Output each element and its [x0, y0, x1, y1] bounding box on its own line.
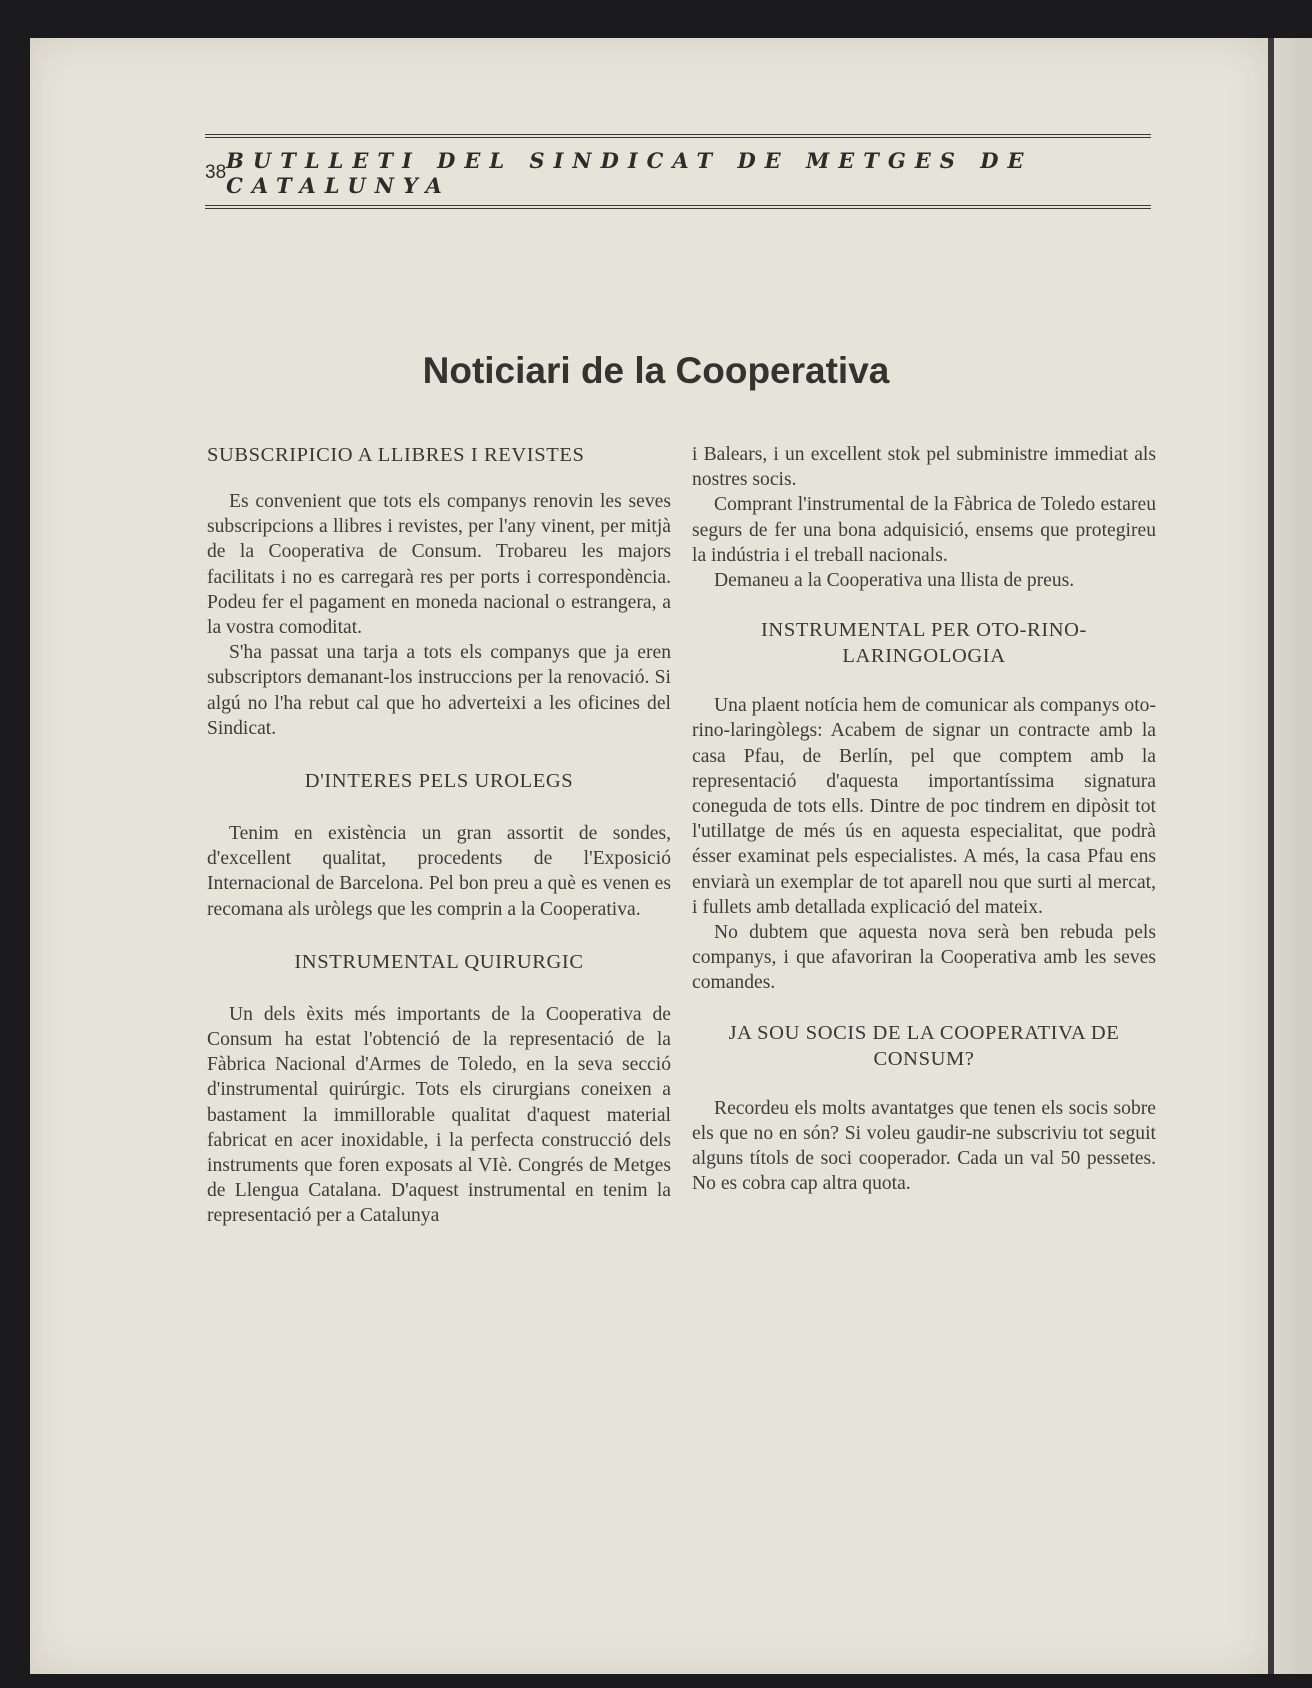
page-number: 38 — [205, 162, 227, 183]
paragraph: Una plaent notícia hem de comunicar als companys oto-rino-laringòlegs: Acabem de signar un contracte amb la casa Pfau, de Berlín, pel que comptem amb la representació d'aquesta importantíssima signatura coneguda de tots ells. Dintre de poc tindrem en dipòsit tot l'utillatge de més ús en aquesta especialitat, que podrà ésser examinat pels especialistes. A més, la casa Pfau ens enviarà un exemplar de tot aparell nou que surti al mercat, i fullets amb detallada explicació del mateix. — [692, 695, 1156, 918]
paragraph: Demaneu a la Cooperativa una llista de preus. — [714, 570, 1075, 592]
left-column — [207, 442, 671, 1229]
next-page-edge — [1268, 38, 1312, 1674]
paragraph: Recordeu els molts avantatges que tenen els socis sobre els que no en són? Si voleu gaudir-ne subscriviu tot seguit alguns títols de soci cooperador. Cada un val 50 pessetes. No es cobra cap altra quota. — [692, 1097, 1156, 1195]
article-title: Noticiari de la Cooperativa — [422, 350, 890, 391]
section-heading: JA SOU SOCIS DE LA COOPERATIVA DE CONSUM? — [728, 1021, 1120, 1070]
header-bottom-rule — [205, 205, 1151, 211]
header-line — [205, 140, 1151, 205]
paragraph: Un dels èxits més importants de la Cooperativa de Consum ha estat l'obtenció de la representació de la Fàbrica Nacional d'Armes de Toledo, en la seva secció d'instrumental quirúrgic. Tots els cirurgians coneixen a bastament la immillorable qualitat d'aquest material fabricat en acer inoxidable, i la perfecta construcció dels instruments que foren exposats al VIè. Congrés de Metges de Llengua Catalana. D'aquest instrumental en tenim la representació per a Catalunya — [207, 1003, 671, 1227]
section-heading: INSTRUMENTAL QUIRURGIC — [294, 950, 584, 973]
paragraph: i Balears, i un excellent stok pel subministre immediat als nostres socis. — [692, 444, 1156, 491]
running-title: BUTLLETI DEL SINDICAT DE METGES DE CATALUNYA — [226, 148, 1033, 198]
section-heading: INSTRUMENTAL PER OTO-RINO-LARINGOLOGIA — [760, 619, 1087, 668]
paragraph: S'ha passat una tarja a tots els companys que ja eren subscriptors demanant-los instruccions per la renovació. Si algú no l'ha rebut cal que ho adverteixi a les oficines del Sindicat. — [207, 642, 671, 739]
paragraph: No dubtem que aquesta nova serà ben rebuda pels companys, i que afavoriran la Cooperativa amb les seves comandes. — [692, 922, 1156, 994]
paragraph: Es convenient que tots els companys renovin les seves subscripcions a llibres i revistes, per l'any vinent, per mitjà de la Cooperativa de Consum. Trobareu les majors facilitats i no es carregarà res per ports i correspondència. Podeu fer el pagament en moneda nacional o estrangera, a la vostra comoditat. — [207, 491, 671, 639]
section-heading: SUBSCRIPICIO A LLIBRES I REVISTES — [207, 444, 585, 466]
right-column — [692, 442, 1156, 1196]
section-heading: D'INTERES PELS UROLEGS — [304, 770, 574, 793]
paragraph: Tenim en existència un gran assortit de sondes, d'excellent qualitat, procedents de l'Exposició Internacional de Barcelona. Pel bon preu a què es venen es recomana als uròlegs que les comprin a la Cooperativa. — [207, 823, 671, 920]
running-header — [205, 134, 1151, 211]
paragraph: Comprant l'instrumental de la Fàbrica de Toledo estareu segurs de fer una bona adquisició, ensems que protegireu la indústria i el treball nacionals. — [692, 494, 1156, 566]
